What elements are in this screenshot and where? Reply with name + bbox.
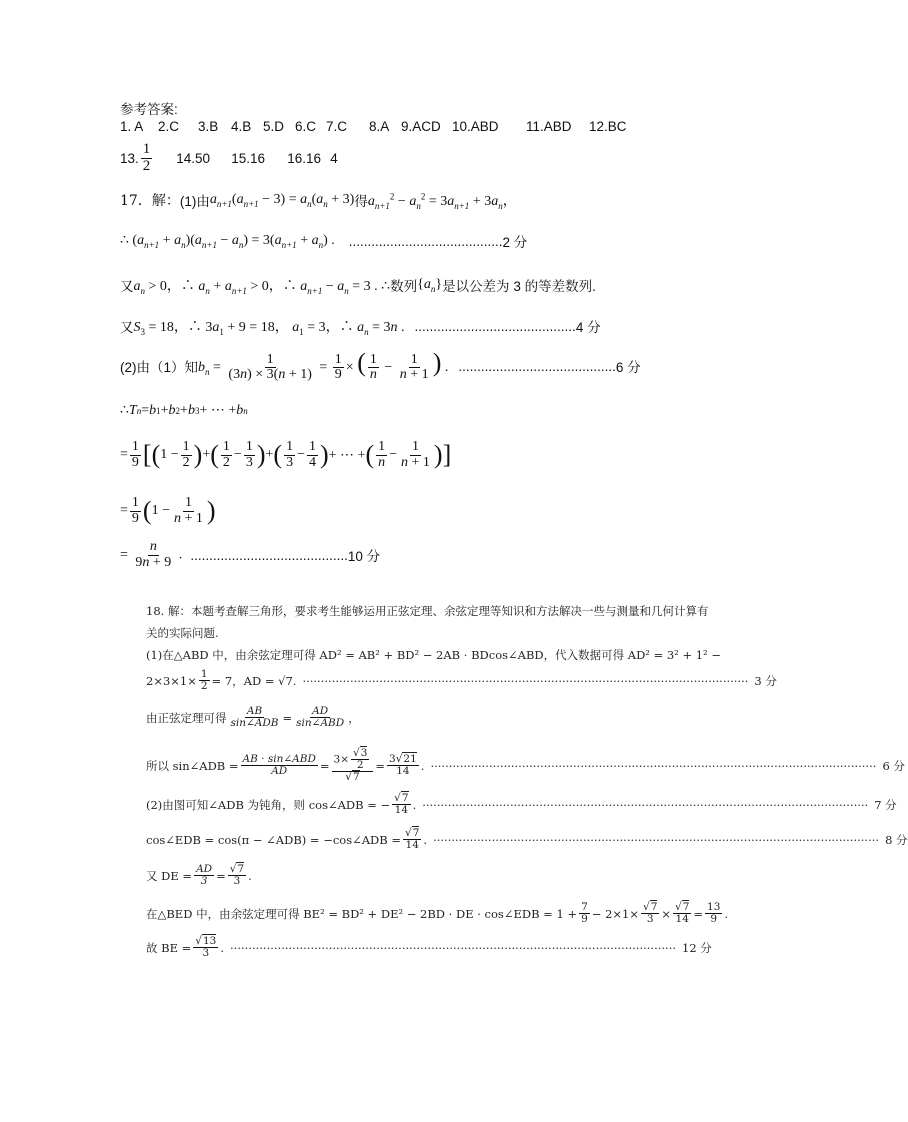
q17-sequence: $\{a_n\}$	[417, 277, 443, 294]
q17-dots-1: .........................................	[348, 233, 503, 249]
q18-cos-edb: cos∠EDB = cos(π − ∠ADB) = −cos∠ADB = $\frac{√7}{14}$ . ·························································································································· 8 分	[146, 827, 908, 852]
q18-sine-pre: 由正弦定理可得	[146, 710, 227, 725]
answers-line-1	[120, 119, 627, 134]
q17-line3-end: 是以公差为 3 的等差数列.	[442, 279, 596, 295]
q17-bn: $b_n$ = $\frac{1}{(3n) \times 3(n + 1)}$ = $\frac{1}{9}$ × ( $\frac{1}{n}$ − $\frac{1}{n + 1}$ ) .	[198, 348, 449, 383]
answer-2: 2.C	[158, 119, 180, 134]
answer-6: 6.C	[295, 119, 317, 134]
q17-de: 得	[354, 194, 368, 210]
answer-16: 16.16	[287, 150, 322, 166]
q17-derived: $a_{n+1}^2 - a_n^2 = 3a_{n+1} + 3a_n$，	[367, 191, 517, 211]
q18-sine-post: ，	[348, 710, 360, 725]
q18-de: 又 DE = $\frac{AD}{3}$ = $\frac{√7}{3}$ .	[146, 863, 252, 888]
q18-score-6: 6 分	[882, 758, 905, 773]
q18-p2-text: (2)由图可知∠ADB 为钝角，则 cos∠ADB = −	[146, 797, 391, 812]
q17-label: 17．解：	[120, 193, 180, 210]
q17-part2-line	[120, 350, 641, 383]
answer-key-title: 参考答案:	[120, 102, 178, 117]
q18-so-pre: 所以 sin∠ADB =	[146, 758, 239, 773]
answer-13-fraction: $\frac{1}{2}$	[142, 141, 151, 174]
q17-positivity: $a_n > 0$，∴ $a_n + a_{n+1} > 0$，∴ $a_{n+1} - a_n = 3$ . ∴	[133, 279, 391, 296]
q18-be-pre: 故 BE =	[146, 940, 192, 955]
answer-8: 8.A	[369, 119, 390, 134]
q18-p1b-pre: 2×3×1×	[146, 673, 197, 688]
q18-intro-1: 18. 解：本题考查解三角形，要求考生能够运用正弦定理、余弦定理等知识和方法解决一些与测量和几何计算有	[146, 604, 709, 618]
answer-5: 5.D	[263, 119, 285, 134]
q17-score-4: 4 分	[575, 320, 601, 336]
q18-be: 故 BE = $\frac{√13}{3}$ . ·························································································································· 12 分	[146, 935, 712, 960]
q18-score-8: 8 分	[885, 832, 908, 847]
q17-simplified: = $\frac{1}{9}$ ( 1 − $\frac{1}{n + 1}$ )	[120, 495, 216, 526]
q17-dots-4: ..........................................	[190, 547, 348, 563]
q17-line-1	[120, 190, 517, 211]
q17-dots-2: ...........................................	[414, 318, 576, 334]
q18-p1b-post: = 7，AD = √7.	[211, 673, 297, 688]
q17-score-10: 10 分	[347, 549, 381, 565]
q18-dots-6: ··························································································································	[430, 758, 877, 773]
q18-part1-a: (1)在△ABD 中，由余弦定理可得 AD² = AB² + BD² − 2AB · BDcos∠ABD，代入数据可得 AD² = 3² + 1² −	[146, 648, 721, 662]
q17-sum-expansion: = $\frac{1}{9}$ [ ( 1 − $\frac{1}{2}$ ) + ( $\frac{1}{2}$ − $\frac{1}{3}$ ) + ( $\frac{1}{3}$ − $\frac{1}{4}$ ) + ⋯ + ( $\frac{1}{n}$ − $\frac{1}{n + 1}$ ) ]	[120, 439, 452, 470]
answer-13-label: 13.	[120, 150, 139, 166]
q17-line4-pre: 又	[120, 320, 134, 336]
q17-score-6: 6 分	[615, 360, 641, 376]
q17-part1-intro: (1)由	[179, 194, 210, 210]
answer-1: 1. A	[120, 119, 144, 134]
q18-score-7: 7 分	[874, 797, 897, 812]
q18-sine-rule: 由正弦定理可得 $\frac{AB}{\text{sin∠ADB}}$ = $\frac{AD}{\text{sin∠ABD}}$ ，	[146, 705, 360, 730]
q17-score-2: 2 分	[502, 235, 528, 250]
q17-factor: ∴ $(a_{n+1} + a_n)(a_{n+1} - a_n) = 3(a_{n+1} + a_n)$ .	[120, 233, 335, 250]
q17-line3-text: 数列	[390, 279, 418, 295]
answer-11: 11.ABD	[526, 119, 572, 134]
q18-bed: 在△BED 中，由余弦定理可得 BE² = BD² + DE² − 2BD · DE · cos∠EDB = 1 + $\frac{7}{9}$ − 2×1× $\frac{√7}{3}$ × $\frac{√7}{14}$ = $\frac{13}{9}$ .	[146, 901, 729, 926]
q17-result: = $\frac{n}{9n + 9}$ .	[120, 539, 183, 570]
answer-16b: 4	[330, 150, 338, 166]
q18-edb-text: cos∠EDB = cos(π − ∠ADB) = −cos∠ADB =	[146, 832, 402, 847]
q18-dots-7: ··························································································································	[422, 797, 869, 812]
answer-14: 14.50	[176, 150, 211, 166]
q17-line-2	[120, 231, 527, 251]
q18-part1-b: 2×3×1× $\frac{1}{2}$ = 7，AD = √7. ·························································································································· 3 分	[146, 668, 777, 693]
answer-15: 15.16	[231, 150, 266, 166]
answer-3: 3.B	[198, 119, 219, 134]
q17-recurrence: $a_{n+1}(a_{n+1} - 3) = a_n(a_n + 3)$	[209, 192, 355, 209]
answer-7: 7.C	[326, 119, 348, 134]
q18-bed-text: 在△BED 中，由余弦定理可得 BE² = BD² + DE² − 2BD · DE · cos∠EDB = 1 +	[146, 906, 578, 921]
answer-10: 10.ABD	[452, 119, 499, 134]
q18-dots-8: ··························································································································	[433, 832, 880, 847]
q18-sin-adb: 所以 sin∠ADB = $\frac{\text{AB · sin∠ABD}}{AD}$ = 3× $\frac{√3}{2}$ √7 = $\frac{3√21}{14}$ . ·························································································································· 6 分	[146, 747, 905, 784]
q18-part2: (2)由图可知∠ADB 为钝角，则 cos∠ADB = − $\frac{√7}{14}$ . ·························································································································· 7 分	[146, 792, 897, 817]
answers-line-2	[120, 142, 338, 175]
q18-score-3: 3 分	[754, 673, 777, 688]
answer-4: 4.B	[231, 119, 252, 134]
q17-tn: ∴ T n = b 1 + b 2 + b 3 + ⋯ + b n	[120, 402, 248, 418]
q18-intro-2: 关的实际问题.	[146, 626, 219, 640]
q17-s3: $S_3 = 18$，∴ $3a_1 + 9 = 18$， $a_1 = 3$，∴ $a_n = 3n$ .	[133, 320, 405, 337]
q18-score-12: 12 分	[682, 940, 712, 955]
answer-12: 12.BC	[589, 119, 627, 134]
q17-part2-pre: (2)由（1）知	[120, 360, 199, 376]
q18-de-pre: 又 DE =	[146, 868, 193, 883]
q17-line-3	[120, 275, 596, 296]
q17-line3-pre: 又	[120, 279, 134, 295]
q18-dots-3: ··························································································································	[302, 673, 749, 688]
q17-line-4	[120, 316, 601, 337]
q18-dots-12: ··························································································································	[230, 940, 677, 955]
q17-dots-3: ..........................................	[458, 358, 616, 374]
q17-result-line	[120, 540, 380, 570]
answer-9: 9.ACD	[401, 119, 441, 134]
